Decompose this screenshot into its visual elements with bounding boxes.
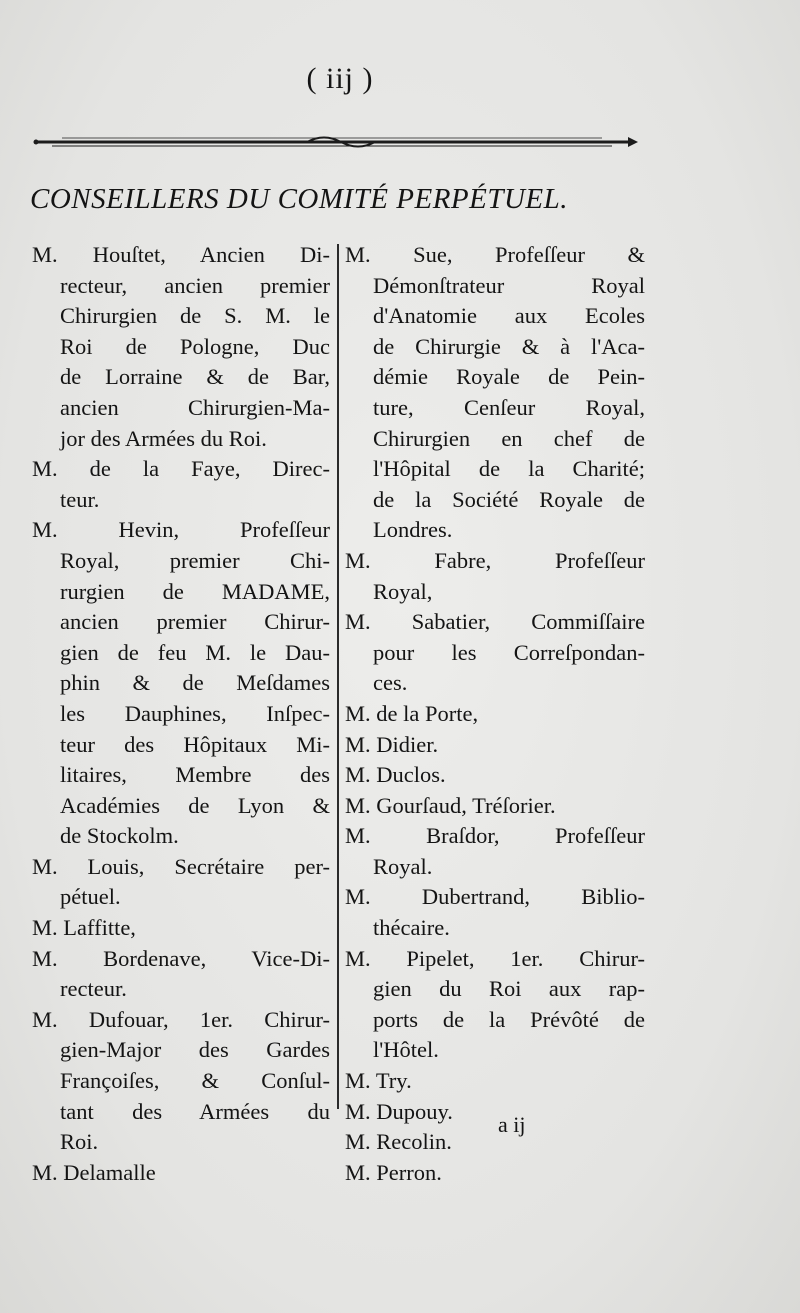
member-entry [345,1127,645,1158]
member-continuation-line: démie Royale de Pein- [373,364,645,390]
member-continuation-line: Académies de Lyon & [60,792,330,818]
member-continuation-line: thécaire. [373,915,450,941]
member-name-line: M. de la Porte, [345,700,479,726]
member-entry [345,730,645,761]
member-continuation-line: ces. [373,670,408,696]
member-continuation-line: rurgien de MADAME, [60,578,330,604]
member-continuation-line: Londres. [373,517,453,543]
member-name-line: M. Louis, Secrétaire per- [32,853,330,879]
member-continuation-line: pour les Correſpondan- [373,639,645,665]
member-continuation-line: Royal, [373,578,433,604]
member-continuation-line: gien du Roi aux rap- [373,976,645,1002]
member-entry [32,240,330,454]
member-continuation-line: de Chirurgie & à l'Aca- [373,333,645,359]
member-continuation-line: gien de feu M. le Dau- [60,639,330,665]
member-entry [345,821,645,882]
member-entry [345,607,645,699]
member-continuation-line: recteur. [60,976,127,1002]
member-continuation-line: phin & de Meſdames [60,670,330,696]
member-entry [345,1097,645,1128]
member-entry [345,546,645,607]
member-continuation-line: l'Hôpital de la Charité; [373,456,645,482]
member-continuation-line: Royal. [373,853,433,879]
member-name-line: M. Dubertrand, Biblio- [345,884,645,910]
member-continuation-line: Roi de Pologne, Duc [60,333,330,359]
member-continuation-line: d'Anatomie aux Ecoles [373,303,645,329]
member-continuation-line: de Stockolm. [60,823,179,849]
member-continuation-line: l'Hôtel. [373,1037,439,1063]
member-entry [32,1005,330,1158]
member-continuation-line: recteur, ancien premier [60,272,330,298]
member-continuation-line: Royal, premier Chi- [60,547,330,573]
member-continuation-line: tant des Armées du [60,1098,330,1124]
member-continuation-line: de Lorraine & de Bar, [60,364,330,390]
member-name-line: M. Gourſaud, Tréſorier. [345,792,556,818]
member-entry [32,515,330,852]
member-name-line: M. de la Faye, Direc- [32,456,330,482]
member-continuation-line: Démonſtrateur Royal [373,272,645,298]
member-entry [345,1066,645,1097]
member-entry [32,454,330,515]
member-continuation-line: ancien Chirurgien-Ma- [60,394,330,420]
member-name-line: M. Houſtet, Ancien Di- [32,242,330,267]
signature-mark: a ij [498,1112,526,1137]
member-continuation-line: Chirurgien en chef de [373,425,645,451]
member-entry [345,240,645,546]
right-column [345,240,645,1188]
member-continuation-line: de la Société Royale de [373,486,645,512]
member-entry [345,882,645,943]
member-entry [345,944,645,1066]
member-name-line: M. Delamalle [32,1159,156,1185]
member-name-line: M. Sue, Profeſſeur & [345,242,645,267]
member-entry [345,760,645,791]
member-continuation-line: teur des Hôpitaux Mi- [60,731,330,757]
page-number: ( iij ) [306,62,374,95]
member-entry [32,944,330,1005]
member-name-line: M. Bordenave, Vice-Di- [32,945,330,971]
member-continuation-line: litaires, Membre des [60,762,330,788]
member-name-line: M. Fabre, Profeſſeur [345,547,645,573]
member-entry [32,852,330,913]
member-name-line: M. Duclos. [345,762,446,788]
member-continuation-line: teur. [60,486,100,512]
member-name-line: M. Didier. [345,731,439,757]
member-name-line: M. Perron. [345,1159,442,1185]
member-name-line: M. Sabatier, Commiſſaire [345,609,645,635]
member-name-line: M. Dupouy. [345,1098,453,1124]
member-continuation-line: ports de la Prévôté de [373,1006,645,1032]
column-divider [337,244,339,1109]
member-continuation-line: jor des Armées du Roi. [60,425,267,451]
member-name-line: M. Try. [345,1068,412,1094]
member-continuation-line: Roi. [60,1129,99,1155]
member-name-line: M. Laffitte, [32,915,136,941]
section-title: CONSEILLERS DU COMITÉ PERPÉTUEL. [30,183,568,215]
member-entry [345,791,645,822]
member-continuation-line: Chirurgien de S. M. le [60,303,330,329]
member-continuation-line: gien-Major des Gardes [60,1037,330,1063]
member-entry [345,699,645,730]
member-continuation-line: ancien premier Chirur- [60,609,330,635]
member-entry [32,1158,330,1189]
member-name-line: M. Braſdor, Profeſſeur [345,823,645,849]
member-continuation-line: ture, Cenſeur Royal, [373,394,645,420]
member-name-line: M. Dufouar, 1er. Chirur- [32,1006,330,1032]
ornamental-rule [32,132,640,152]
member-continuation-line: Françoiſes, & Conſul- [60,1068,330,1094]
member-continuation-line: les Dauphines, Inſpec- [60,700,330,726]
member-continuation-line: pétuel. [60,884,121,910]
left-column [32,240,330,1188]
member-entry [32,913,330,944]
member-name-line: M. Pipelet, 1er. Chirur- [345,945,645,971]
member-name-line: M. Recolin. [345,1129,452,1155]
member-entry [345,1158,645,1189]
member-name-line: M. Hevin, Profeſſeur [32,517,330,543]
